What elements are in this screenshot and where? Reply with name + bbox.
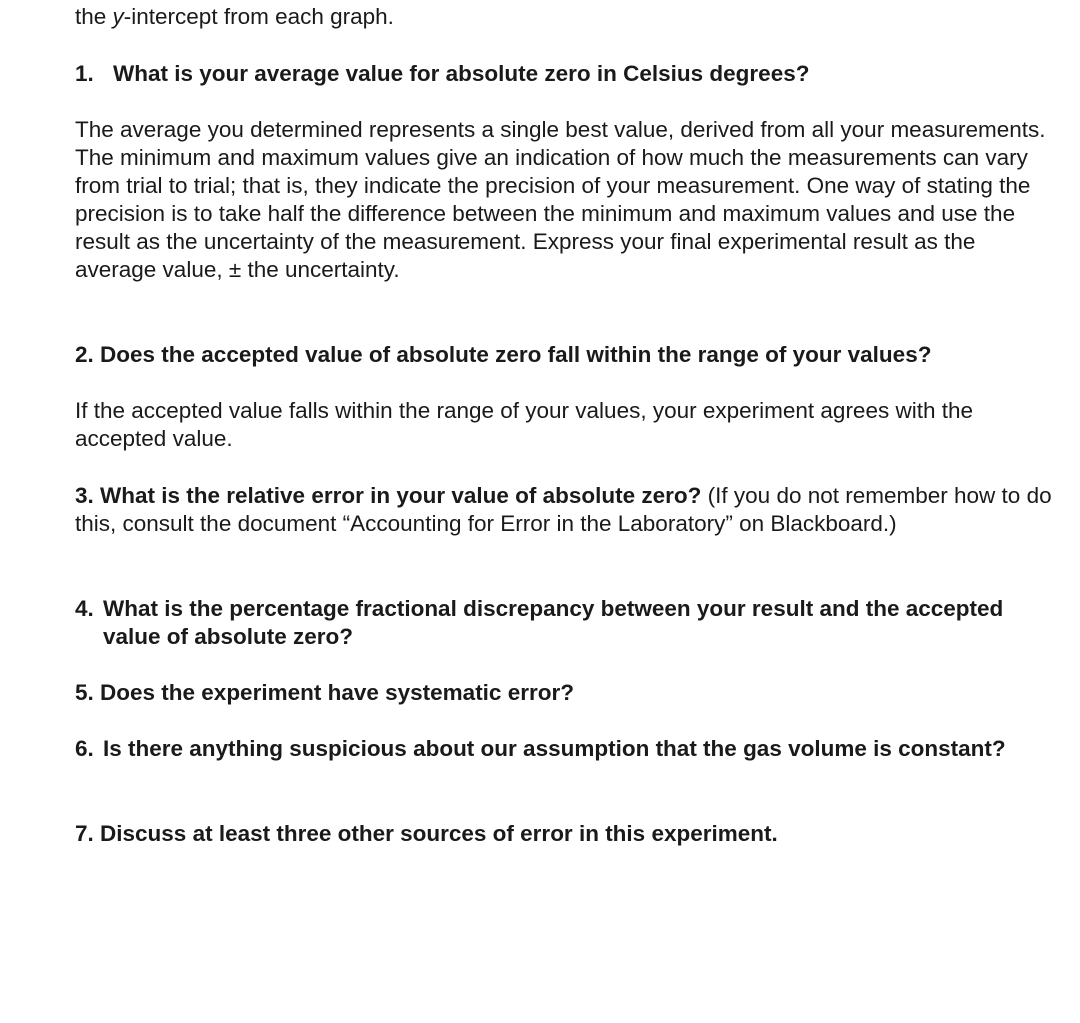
intro-y-symbol: y xyxy=(112,4,124,29)
question-3-text: 3. What is the relative error in your value of absolute zero? xyxy=(75,483,702,508)
question-1 xyxy=(75,60,1060,88)
paragraph-accepted-value: If the accepted value falls within the range of your values, your experiment agrees with the accepted value. xyxy=(75,398,974,451)
question-5: 5. Does the experiment have systematic error? xyxy=(75,680,574,705)
question-3-note: (If you do not remember how to do this, consult the document “Accounting for Error in the Laboratory” on Blackboard.) xyxy=(75,483,1052,536)
question-1-text: What is your average value for absolute zero in Celsius degrees? xyxy=(113,61,810,86)
question-4 xyxy=(75,595,1060,651)
question-6-text: Is there anything suspicious about our assumption that the gas volume is constant? xyxy=(103,736,1006,761)
question-1-number: 1. xyxy=(75,61,94,86)
question-6 xyxy=(75,735,1060,763)
question-6-number: 6. xyxy=(75,736,94,761)
question-4-number: 4. xyxy=(75,596,94,621)
paragraph-precision: The average you determined represents a single best value, derived from all your measurements. The minimum and maximum values give an indication of how much the measurements can vary from trial to trial; that is, they indicate the precision of your measurement. One way of stating the precision is to take half the difference between the minimum and maximum values and use the result as the uncertainty of the measurement. Express your final experimental result as the average value, ± the uncertainty. xyxy=(75,117,1046,282)
intro-suffix: -intercept from each graph. xyxy=(123,4,394,29)
question-4-text: What is the percentage fractional discrepancy between your result and the accepted value of absolute zero? xyxy=(103,596,1004,649)
intro-line xyxy=(75,3,1060,31)
question-7: 7. Discuss at least three other sources of error in this experiment. xyxy=(75,821,778,846)
question-2: 2. Does the accepted value of absolute zero fall within the range of your values? xyxy=(75,342,932,367)
intro-prefix: the xyxy=(75,4,113,29)
question-3 xyxy=(75,482,1060,538)
